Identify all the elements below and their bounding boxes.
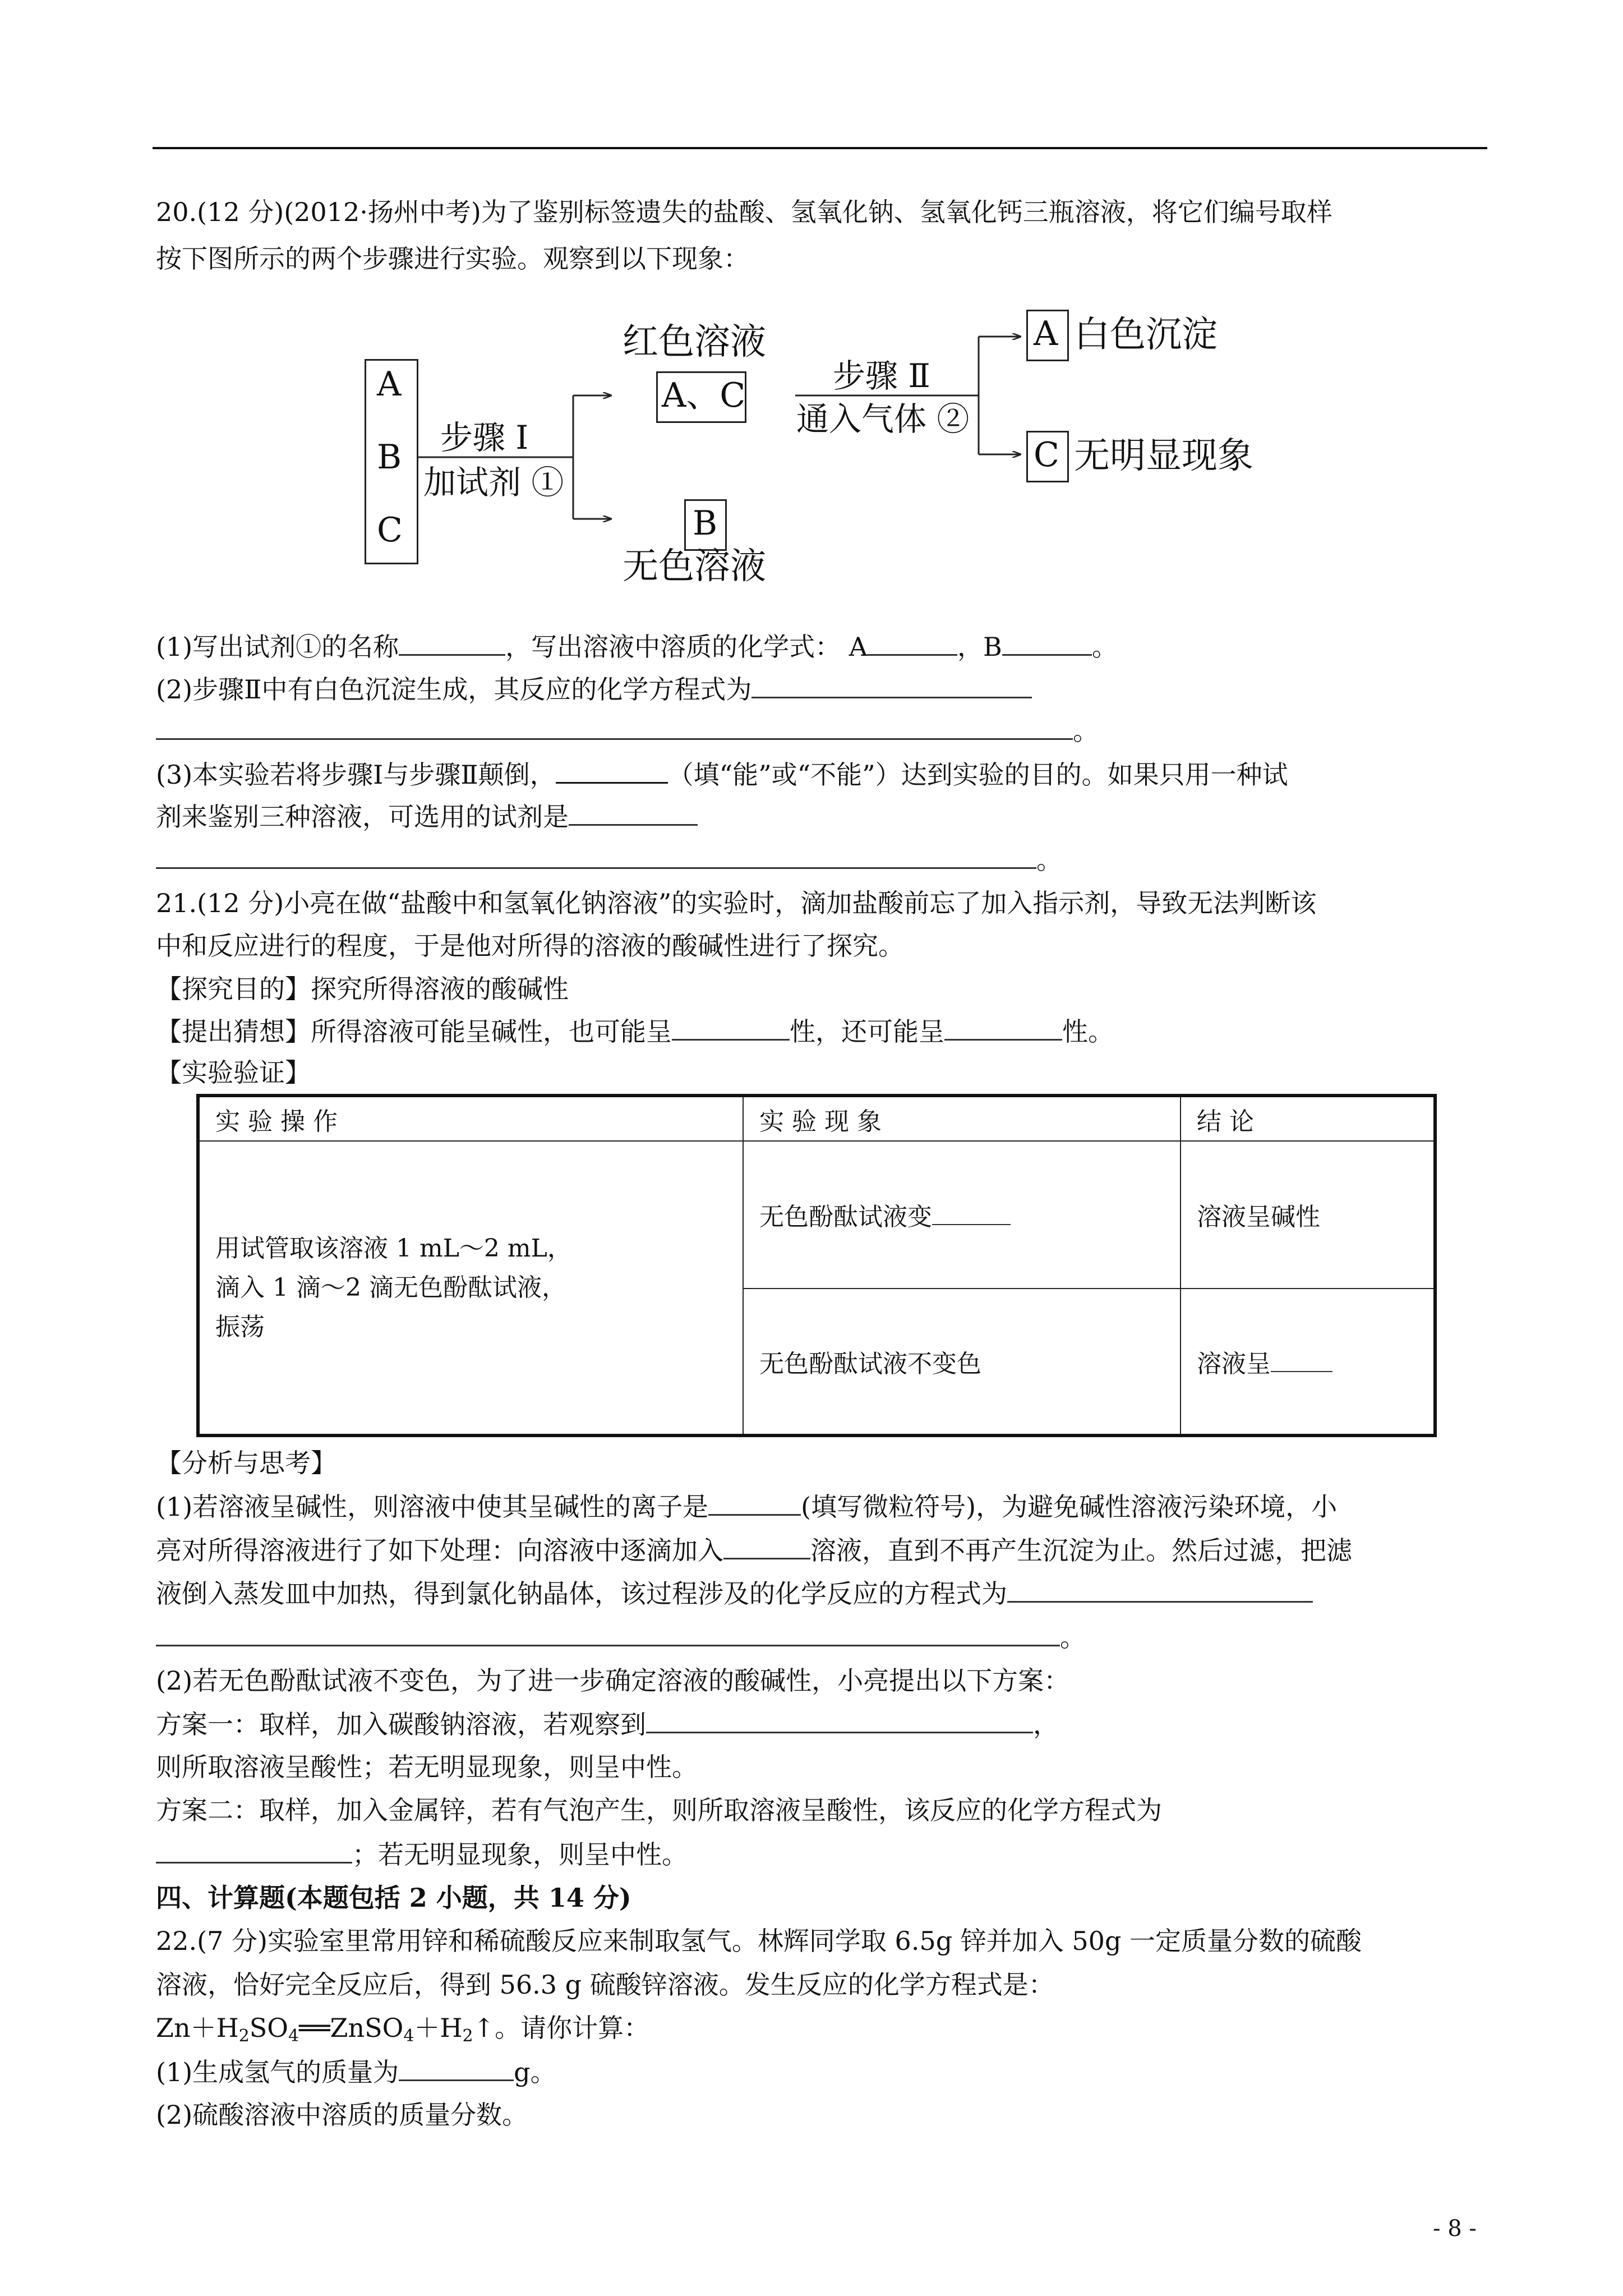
abc-b: B [377,438,402,477]
eq-sub-4b: 4 [403,2026,414,2046]
header-rule [153,147,1487,149]
answer-blank-zinc-equation[interactable] [156,1837,352,1864]
q22-equation [156,2011,1491,2053]
phenomenon-cell-2: 无色酚酞试液不变色 [743,1289,1181,1435]
q21-purpose: 【探究目的】探究所得溶液的酸碱性 [156,974,569,1004]
page-number: - 8 - [1433,2216,1477,2242]
answer-blank-equation[interactable] [751,672,1032,698]
q20-line2: 按下图所示的两个步骤进行实验。观察到以下现象： [156,243,749,274]
q20-p3-text-b: （填“能”或“不能”）达到实验的目的。如果只用一种试 [667,760,1288,790]
table-header-row [198,1096,1435,1141]
q21-plan1-cont: 则所取溶液呈酸性；若无明显现象，则呈中性。 [156,1752,698,1782]
colorless-solution-label: 无色溶液 [623,546,766,587]
q21-plan2: 方案二：取样，加入金属锌，若有气泡产生，则所取溶液呈酸性，该反应的化学方程式为 [156,1795,1162,1825]
q22-p1-text-b: g。 [514,2057,556,2087]
step2-label: 步骤 Ⅱ [833,357,930,395]
phenomenon-cell-1 [743,1141,1181,1288]
answer-blank-guess1[interactable] [672,1014,790,1041]
b-box-label: B [693,504,718,543]
q21-plan1-text-b: ， [1033,1709,1059,1740]
operation-line1: 用试管取该溶液 1 mL～2 mL， [215,1234,572,1263]
eq-so: SO [249,2013,289,2043]
q20-p3-text-c: 剂来鉴别三种溶液，可选用的试剂是 [156,802,569,832]
answer-blank-reaction[interactable] [1007,1576,1313,1603]
answer-blank-equation-cont[interactable] [156,714,1073,740]
operation-line3: 振荡 [215,1312,265,1341]
q21-a1-line2 [156,1533,1491,1567]
gas2-label: 通入气体 ② [796,400,970,438]
answer-blank-a[interactable] [868,629,957,656]
q20-p1-text-c: ，B [957,632,1002,662]
q21-guess [156,1014,1491,1048]
answer-blank-can[interactable] [556,757,668,784]
operation-line2: 滴入 1 滴～2 滴无色酚酞试液， [215,1273,566,1302]
answer-blank-color[interactable] [932,1202,1011,1225]
eq-end: ↑。请你计算： [473,2013,650,2043]
q21-a1-line1 [156,1489,1491,1524]
answer-blank-single-reagent-cont[interactable] [156,843,1036,869]
answer-blank-observation[interactable] [646,1707,1033,1733]
q22-line2: 溶液，恰好完全反应后，得到 56.3 g 硫酸锌溶液。发生反应的化学方程式是： [156,1970,1054,2000]
q20-part3-cont [156,799,1491,834]
answer-blank-ion[interactable] [708,1489,801,1516]
q21-a2: (2)若无色酚酞试液不变色，为了进一步确定溶液的酸碱性，小亮提出以下方案： [156,1665,1070,1696]
no-phenomenon-label: 无明显现象 [1074,435,1253,477]
q22-part1 [156,2055,1491,2089]
ac-box-label: A、C [662,376,746,415]
eq-mid: ══ZnSO [299,2013,404,2043]
q21-a1-text-b: (填写微粒符号)，为避免碱性溶液污染环境，小 [801,1492,1338,1522]
q22-part2: (2)硫酸溶液中溶质的质量分数。 [156,2100,528,2130]
answer-blank-reagent[interactable] [399,629,505,656]
q21-verify: 【实验验证】 [156,1057,311,1088]
q20-p1-text-d: 。 [1091,632,1118,662]
q20-part2 [156,672,1491,706]
answer-blank-conclusion[interactable] [1271,1349,1332,1372]
abc-a: A [377,365,402,404]
red-solution-label: 红色溶液 [623,321,766,363]
reagent1-label: 加试剂 ① [423,463,564,501]
table-row [198,1141,1435,1288]
step1-label: 步骤 Ⅰ [440,418,529,457]
q20-p2-text: (2)步骤Ⅱ中有白色沉淀生成，其反应的化学方程式为 [156,674,752,705]
q21-line2: 中和反应进行的程度，于是他对所得的溶液的酸碱性进行了探究。 [156,931,904,961]
q21-a1-text-e: 液倒入蒸发皿中加热，得到氯化钠晶体，该过程涉及的化学反应的方程式为 [156,1579,1007,1609]
a-box-label: A [1034,314,1058,353]
q20-p3-end: 。 [1036,845,1062,875]
answer-blank-reaction-cont[interactable] [156,1620,1060,1646]
header-operation: 实 验 操 作 [198,1096,743,1141]
q20-p1-text-b: ，写出溶液中溶质的化学式： A [505,632,868,662]
experiment-table [196,1094,1437,1437]
operation-cell [198,1141,743,1435]
phenomenon-1-text: 无色酚酞试液变 [759,1203,932,1232]
q21-analysis: 【分析与思考】 [156,1448,336,1478]
conclusion-2-text: 溶液呈 [1197,1349,1271,1378]
q21-plan1-text-a: 方案一：取样，加入碳酸钠溶液，若观察到 [156,1709,646,1740]
q22-line1: 22.(7 分)实验室里常用锌和稀硫酸反应来制取氢气。林辉同学取 6.5g 锌并加入 50g 一定质量分数的硫酸 [156,1926,1362,1956]
eq-h: ＋H [414,2013,463,2043]
answer-blank-solution[interactable] [723,1533,810,1559]
q21-a1-end: 。 [1060,1622,1086,1653]
q20-part2-cont [156,714,1491,748]
c-box-label: C [1034,435,1059,475]
q20-p2-end: 。 [1073,716,1099,746]
answer-blank-hydrogen-mass[interactable] [399,2055,514,2081]
section4-heading: 四、计算题(本题包括 2 小题，共 14 分) [156,1883,631,1913]
answer-blank-single-reagent[interactable] [569,799,698,826]
q20-part3-cont2 [156,843,1491,877]
q21-line1: 21.(12 分)小亮在做“盐酸中和氢氧化钠溶液”的实验时，滴加盐酸前忘了加入指示剂，导致无法判断该 [156,888,1317,918]
q21-a1-line3 [156,1576,1491,1611]
q21-a1-text-d: 溶液，直到不再产生沉淀为止。然后过滤，把滤 [810,1535,1352,1566]
answer-blank-b[interactable] [1002,629,1092,656]
answer-blank-guess2[interactable] [944,1014,1062,1041]
header-phenomenon: 实 验 现 象 [743,1096,1181,1141]
eq-sub-2a: 2 [238,2026,250,2046]
q21-a1-text-a: (1)若溶液呈碱性，则溶液中使其呈碱性的离子是 [156,1492,709,1522]
q21-guess-text-a: 【提出猜想】所得溶液可能呈碱性，也可能呈 [156,1016,672,1047]
q21-guess-text-c: 性。 [1062,1016,1114,1047]
header-conclusion: 结 论 [1181,1096,1435,1141]
abc-c: C [377,510,403,550]
q20-p1-text-a: (1)写出试剂①的名称 [156,632,399,662]
q22-p1-text-a: (1)生成氢气的质量为 [156,2057,399,2087]
q21-plan2-text-b: ；若无明显现象，则呈中性。 [352,1839,688,1870]
eq-sub-2b: 2 [462,2026,473,2046]
q21-plan1 [156,1707,1491,1741]
q20-line1: 20.(12 分)(2012·扬州中考)为了鉴别标签遗失的盐酸、氢氧化钠、氢氧化钙三瓶溶液，将它们编号取样 [156,197,1332,227]
conclusion-cell-2 [1181,1289,1435,1435]
conclusion-cell-1: 溶液呈碱性 [1181,1141,1435,1288]
q20-part3 [156,757,1491,792]
white-precipitate-label: 白色沉淀 [1074,314,1218,356]
q21-plan2-cont [156,1837,1491,1871]
q21-a1-line4 [156,1620,1491,1654]
eq-zn-h: Zn＋H [156,2013,239,2043]
q20-flow-diagram [365,303,1318,606]
q20-part1 [156,629,1491,664]
q21-a1-text-c: 亮对所得溶液进行了如下处理：向溶液中逐滴加入 [156,1535,723,1566]
q21-guess-text-b: 性，还可能呈 [790,1016,944,1047]
eq-sub-4a: 4 [288,2026,299,2046]
q20-p3-text-a: (3)本实验若将步骤Ⅰ与步骤Ⅱ颠倒， [156,760,556,790]
